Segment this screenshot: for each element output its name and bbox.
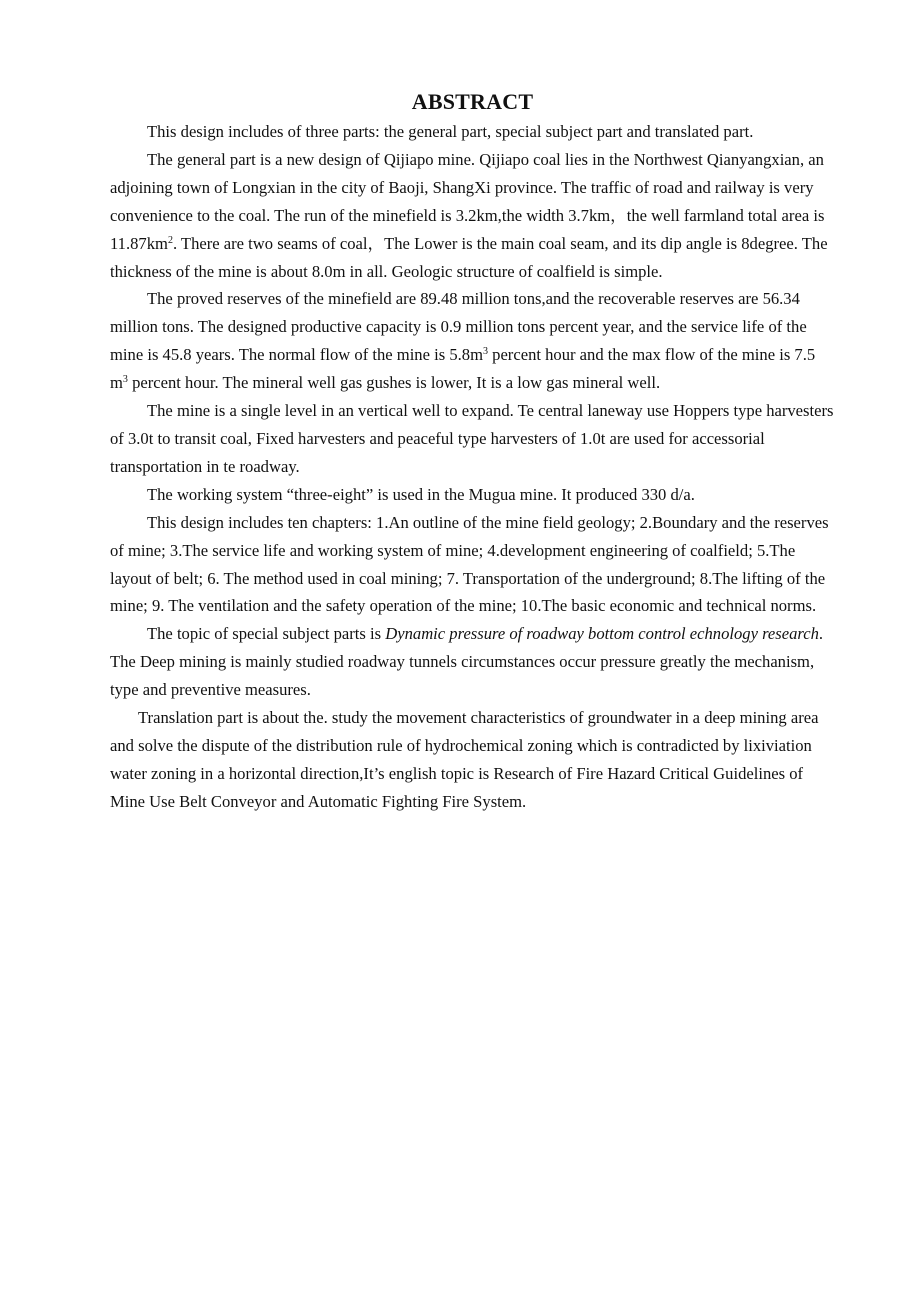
superscript: 3 <box>483 346 488 358</box>
paragraph-text: . The Deep mining is mainly studied roadway tunnels circumstances occur pressure greatly the mechanism, type and preventive measures. <box>110 624 824 700</box>
superscript: 3 <box>122 374 128 386</box>
paragraph-text: percent hour. The mineral well gas gushes is lower, It is a low gas mineral well. <box>127 373 661 393</box>
superscript: 2 <box>167 234 173 246</box>
paragraph-reserves <box>110 285 835 397</box>
paragraph-general-part <box>110 146 835 286</box>
paragraph-special-subject <box>110 620 835 704</box>
paragraph-chapters: This design includes ten chapters: 1.An outline of the mine field geology; 2.Boundary and the reserves of mine; 3.The service life and working system of mine; 4.development engineering of coalfield; 5.The layout of belt; 6. The method used in coal mining; 7. Transportation of the underground; 8.The lifting of the mine; 9. The ventilation and the safety operation of the mine; 10.The basic economic and technical norms. <box>110 512 829 616</box>
paragraph-text: . There are two seams of coal，The Lower is the main coal seam, and its dip angle is 8degree. The thickness of the mine is about 8.0m in all. Geologic structure of coalfield is simple. <box>110 233 828 281</box>
paragraph-text: percent hour and the max flow of the mine is 7.5 m <box>110 345 816 393</box>
special-topic-title: Dynamic pressure of roadway bottom control echnology research <box>385 624 819 644</box>
paragraph-development: The mine is a single level in an vertical well to expand. Te central laneway use Hoppers type harvesters of 3.0t to transit coal, Fixed harvesters and peaceful type harvesters of 1.0t are used for accessorial transportation in te roadway. <box>110 401 834 476</box>
paragraph-text: The general part is a new design of Qijiapo mine. Qijiapo coal lies in the Northwest Qianyangxian, an adjoining town of Longxian in the city of Baoji, ShangXi province. The traffic of road and railway is very convenience to the coal. The run of the minefield is 3.2km,the width 3.7km，the well farmland total area is 11.87km <box>110 149 825 253</box>
abstract-title: ABSTRACT <box>411 89 534 114</box>
paragraph-working-system: The working system “three-eight” is used in the Mugua mine. It produced 330 d/a. <box>147 484 695 504</box>
paragraph-text: The proved reserves of the minefield are 89.48 million tons,and the recoverable reserves are 56.34 million tons. The designed productive capacity is 0.9 million tons percent year, and the service life of the mine is 45.8 years. The normal flow of the mine is 5.8m <box>110 289 807 365</box>
paragraph-text: The topic of special subject parts is <box>147 624 386 644</box>
paragraph-translation: Translation part is about the. study the movement characteristics of groundwater in a deep mining area and solve the dispute of the distribution rule of hydrochemical zoning which is contradicted by lixiviation water zoning in a horizontal direction,It’s english topic is Research of Fire Hazard Critical Guidelines of Mine Use Belt Conveyor and Automatic Fighting Fire System. <box>110 708 819 811</box>
abstract-page <box>110 86 835 816</box>
paragraph-overview: This design includes of three parts: the general part, special subject part and translated part. <box>147 122 754 141</box>
